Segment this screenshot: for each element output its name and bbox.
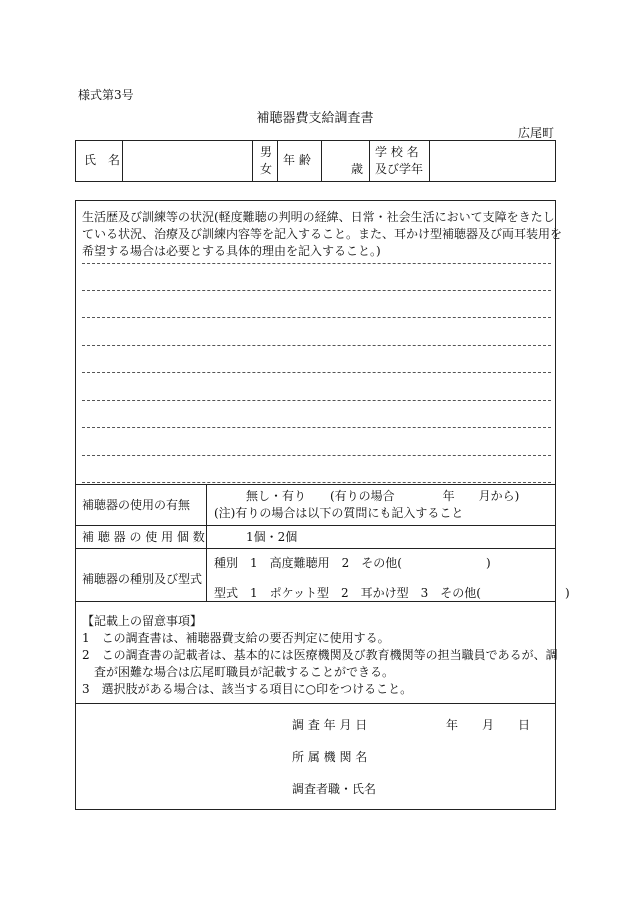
survey-date-field[interactable]: 年 月 日 xyxy=(446,718,531,732)
surveyor-field[interactable] xyxy=(386,779,546,799)
row-divider xyxy=(76,548,555,549)
organization-field[interactable] xyxy=(386,747,546,767)
ruled-line xyxy=(82,345,551,346)
age-label: 年 齢 xyxy=(283,153,311,167)
ruled-line xyxy=(82,372,551,373)
survey-date-label: 調 査 年 月 日 xyxy=(292,718,368,732)
form-number: 様式第3号 xyxy=(78,88,134,102)
school-grade-field[interactable] xyxy=(430,141,555,181)
ruled-line xyxy=(82,427,551,428)
ruled-line xyxy=(82,263,551,264)
organization-label: 所 属 機 関 名 xyxy=(292,750,368,764)
gender-female-option[interactable]: 女 xyxy=(260,162,273,176)
row-divider xyxy=(76,703,555,704)
row-divider xyxy=(76,601,555,602)
notes-item: 査が困難な場合は広尾町職員が記載することができる。 xyxy=(94,665,395,679)
history-writing-area[interactable] xyxy=(76,263,555,483)
usage-note: (注)有りの場合は以下の質問にも記入すること xyxy=(214,506,464,520)
gender-male-option[interactable]: 男 xyxy=(260,145,273,159)
name-field[interactable] xyxy=(123,141,251,181)
column-divider xyxy=(206,484,207,601)
count-options[interactable]: 1個・2個 xyxy=(246,530,298,544)
history-instruction-line: ている状況、治療及び訓練内容等を記入すること。また、耳かけ型補聴器及び両耳装用を xyxy=(82,227,563,241)
type-label: 補聴器の種別及び型式 xyxy=(82,572,203,586)
notes-heading: 【記載上の留意事項】 xyxy=(82,614,203,628)
age-unit: 歳 xyxy=(351,162,364,176)
notes-item: 3 選択肢がある場合は、該当する項目に○印をつけること。 xyxy=(82,682,413,696)
history-instruction-line: 希望する場合は必要とする具体的理由を記入すること。) xyxy=(82,244,381,258)
municipality-name: 広尾町 xyxy=(517,126,554,140)
history-instruction-line: 生活歴及び訓練等の状況(軽度難聴の判明の経緯、日常・社会生活において支障をきたし xyxy=(82,210,555,224)
ruled-line xyxy=(82,400,551,401)
applicant-info-table xyxy=(75,140,556,182)
survey-main-form xyxy=(75,200,570,810)
row-divider xyxy=(76,484,555,485)
ruled-line xyxy=(82,482,551,483)
surveyor-label: 調査者職・氏名 xyxy=(292,782,377,796)
ruled-line xyxy=(82,290,551,291)
notes-item: 2 この調査書の記載者は、基本的には医療機関及び教育機関等の担当職員であるが、調 xyxy=(82,648,558,662)
ruled-line xyxy=(82,317,551,318)
ruled-line xyxy=(82,455,551,456)
grade-label: 及び学年 xyxy=(375,162,424,176)
count-label: 補 聴 器 の 使 用 個 数 xyxy=(82,530,205,544)
row-divider xyxy=(76,525,555,526)
name-label: 氏 名 xyxy=(84,153,121,167)
type-model-options[interactable]: 型式 1 ポケット型 2 耳かけ型 3 その他( ) xyxy=(214,586,570,600)
usage-options[interactable]: 無し・有り (有りの場合 年 月から) xyxy=(246,489,520,503)
document-title: 補聴器費支給調査書 xyxy=(256,111,374,126)
divider xyxy=(369,141,370,181)
usage-label: 補聴器の使用の有無 xyxy=(82,498,191,512)
notes-item: 1 この調査書は、補聴器費支給の要否判定に使用する。 xyxy=(82,631,390,645)
divider xyxy=(252,141,253,181)
type-kind-options[interactable]: 種別 1 高度難聴用 2 その他( ) xyxy=(214,556,491,570)
divider xyxy=(277,141,278,181)
school-label: 学 校 名 xyxy=(375,145,419,159)
